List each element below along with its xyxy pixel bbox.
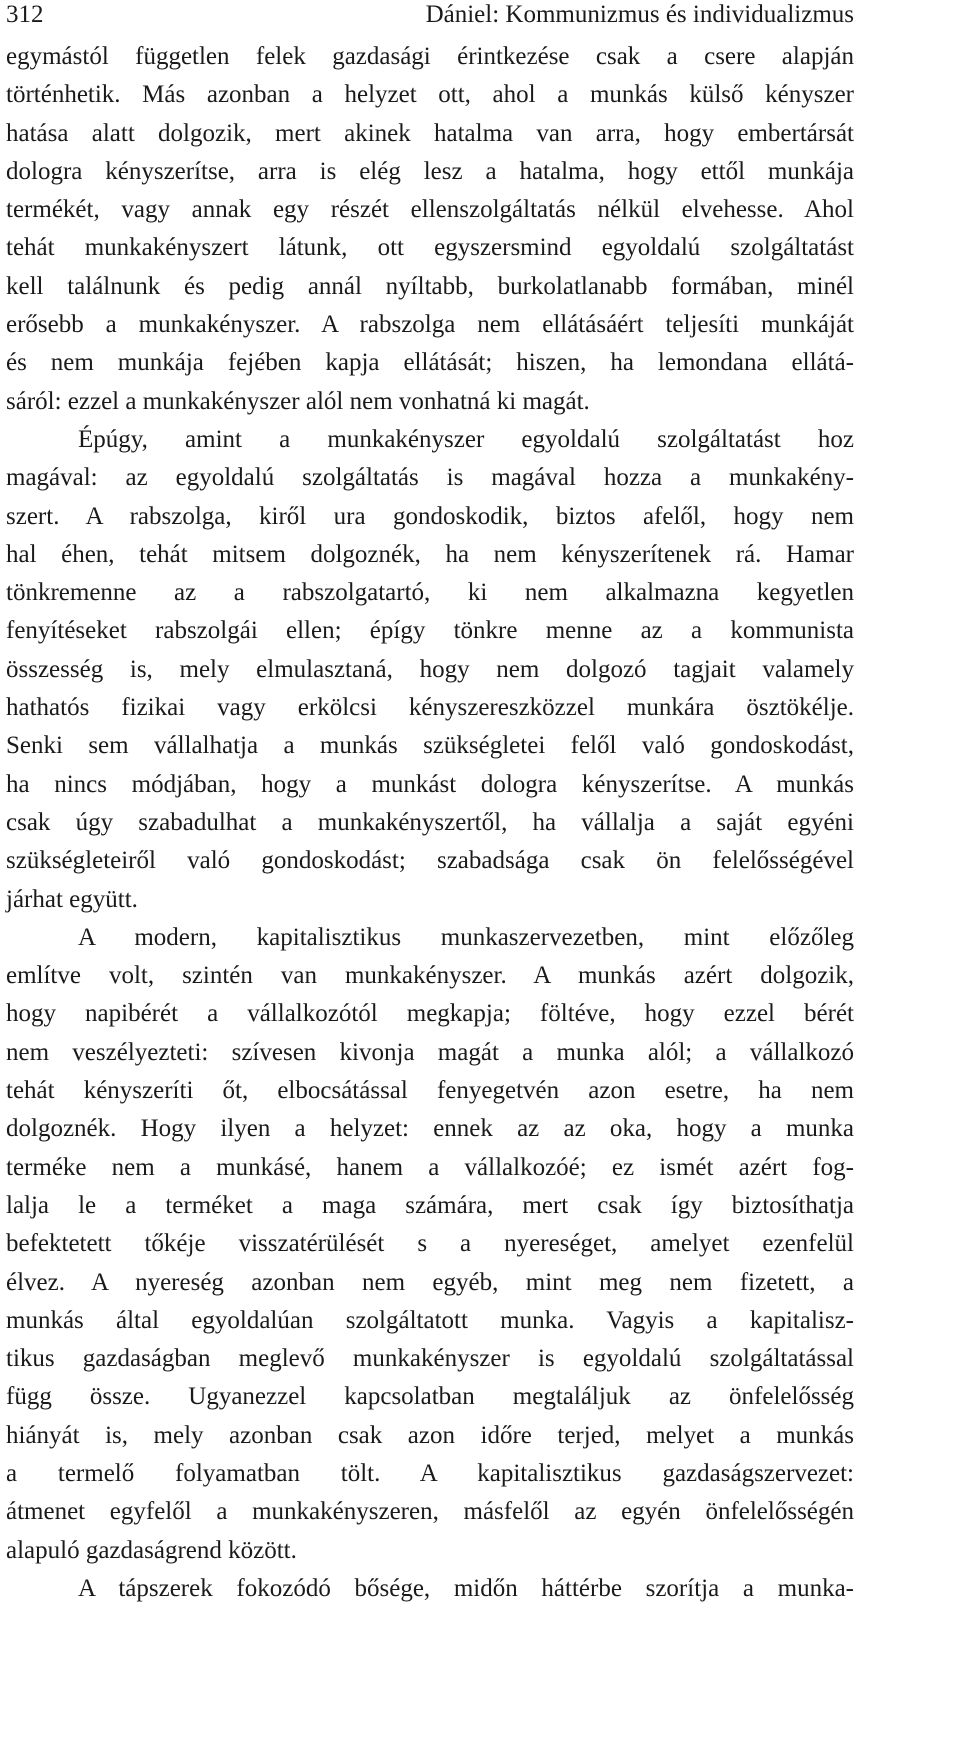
text-line: említve volt, szintén van munkakényszer. A munkás azért dolgozik, bbox=[6, 962, 854, 990]
text-line: Senki sem vállalhatja a munkás szükségletei felől való gondoskodást, bbox=[6, 732, 854, 760]
text-line: hathatós fizikai vagy erkölcsi kényszereszközzel munkára ösztökélje. bbox=[6, 694, 854, 722]
text-line: csak úgy szabadulhat a munkakényszertől, ha vállalja a saját egyéni bbox=[6, 808, 854, 836]
running-title: Dániel: Kommunizmus és individualizmus bbox=[425, 1, 854, 28]
text-line: kell találnunk és pedig annál nyíltabb, burkolatlanabb formában, minél bbox=[6, 272, 854, 300]
text-line: terméke nem a munkásé, hanem a vállalkozóé; ez ismét azért fog- bbox=[6, 1153, 854, 1181]
text-line: magával: az egyoldalú szolgáltatás is magával hozza a munkakény- bbox=[6, 464, 854, 492]
text-line: sáról: ezzel a munkakényszer alól nem vonhatná ki magát. bbox=[6, 387, 590, 415]
text-line: fenyítéseket rabszolgái ellen; épígy tönkre menne az a kommunista bbox=[6, 617, 854, 645]
text-line: függ össze. Ugyanezzel kapcsolatban megtaláljuk az önfelelősség bbox=[6, 1383, 854, 1411]
text-line: dolgoznék. Hogy ilyen a helyzet: ennek az az oka, hogy a munka bbox=[6, 1115, 854, 1143]
text-line: hal éhen, tehát mitsem dolgoznék, ha nem kényszerítenek rá. Hamar bbox=[6, 540, 854, 568]
text-line: történhetik. Más azonban a helyzet ott, ahol a munkás külső kényszer bbox=[6, 81, 854, 109]
text-line: átmenet egyfelől a munkakényszeren, másfelől az egyén önfelelősségén bbox=[6, 1498, 854, 1526]
text-line: a termelő folyamatban tölt. A kapitalisztikus gazdaságszervezet: bbox=[6, 1459, 854, 1487]
book-page bbox=[6, 0, 854, 1602]
text-line: szükségleteiről való gondoskodást; szabadsága csak ön felelősségével bbox=[6, 847, 854, 875]
text-line: nem veszélyezteti: szívesen kivonja magát a munka alól; a vállalkozó bbox=[6, 1038, 854, 1066]
text-line: befektetett tőkéje visszatérülését s a nyereséget, amelyet ezenfelül bbox=[6, 1230, 854, 1258]
text-line: hiányát is, mely azonban csak azon időre terjed, melyet a munkás bbox=[6, 1421, 854, 1449]
text-line: hatása alatt dolgozik, mert akinek hatalma van arra, hogy embertársát bbox=[6, 119, 854, 147]
text-line: lalja le a terméket a maga számára, mert csak így biztosíthatja bbox=[6, 1191, 854, 1219]
text-line: ha nincs módjában, hogy a munkást dologra kényszerítse. A munkás bbox=[6, 770, 854, 798]
text-line: A modern, kapitalisztikus munkaszervezetben, mint előzőleg bbox=[78, 923, 854, 951]
text-line: szert. A rabszolga, kiről ura gondoskodik, biztos afelől, hogy nem bbox=[6, 502, 854, 530]
text-line: tehát kényszeríti őt, elbocsátással fenyegetvén azon esetre, ha nem bbox=[6, 1077, 854, 1105]
text-line: A tápszerek fokozódó bősége, midőn háttérbe szorítja a munka- bbox=[78, 1574, 854, 1602]
text-line: tehát munkakényszert látunk, ott egyszersmind egyoldalú szolgáltatást bbox=[6, 234, 854, 262]
text-line: alapuló gazdaságrend között. bbox=[6, 1536, 297, 1564]
text-line: egymástól független felek gazdasági érintkezése csak a csere alapján bbox=[6, 43, 854, 70]
text-line: hogy napibérét a vállalkozótól megkapja; föltéve, hogy ezzel bérét bbox=[6, 1000, 854, 1028]
text-line: járhat együtt. bbox=[6, 885, 138, 913]
body-text bbox=[6, 38, 854, 1608]
text-line: termékét, vagy annak egy részét ellenszolgáltatás nélkül elvehesse. Ahol bbox=[6, 196, 854, 224]
text-line: erősebb a munkakényszer. A rabszolga nem ellátásáért teljesíti munkáját bbox=[6, 311, 854, 339]
text-line: munkás által egyoldalúan szolgáltatott munka. Vagyis a kapitalisz- bbox=[6, 1306, 854, 1334]
text-line: élvez. A nyereség azonban nem egyéb, mint meg nem fizetett, a bbox=[6, 1268, 854, 1296]
text-line: Épúgy, amint a munkakényszer egyoldalú szolgáltatást hoz bbox=[78, 425, 854, 453]
page-number: 312 bbox=[6, 1, 44, 28]
text-line: összesség is, mely elmulasztaná, hogy nem dolgozó tagjait valamely bbox=[6, 655, 854, 683]
text-line: dologra kényszerítse, arra is elég lesz a hatalma, hogy ettől munkája bbox=[6, 157, 854, 185]
text-line: tönkremenne az a rabszolgatartó, ki nem alkalmazna kegyetlen bbox=[6, 579, 854, 607]
text-line: tikus gazdaságban meglevő munkakényszer is egyoldalú szolgáltatással bbox=[6, 1345, 854, 1373]
page-header bbox=[6, 0, 854, 30]
text-line: és nem munkája fejében kapja ellátását; hiszen, ha lemondana ellátá- bbox=[6, 349, 854, 377]
